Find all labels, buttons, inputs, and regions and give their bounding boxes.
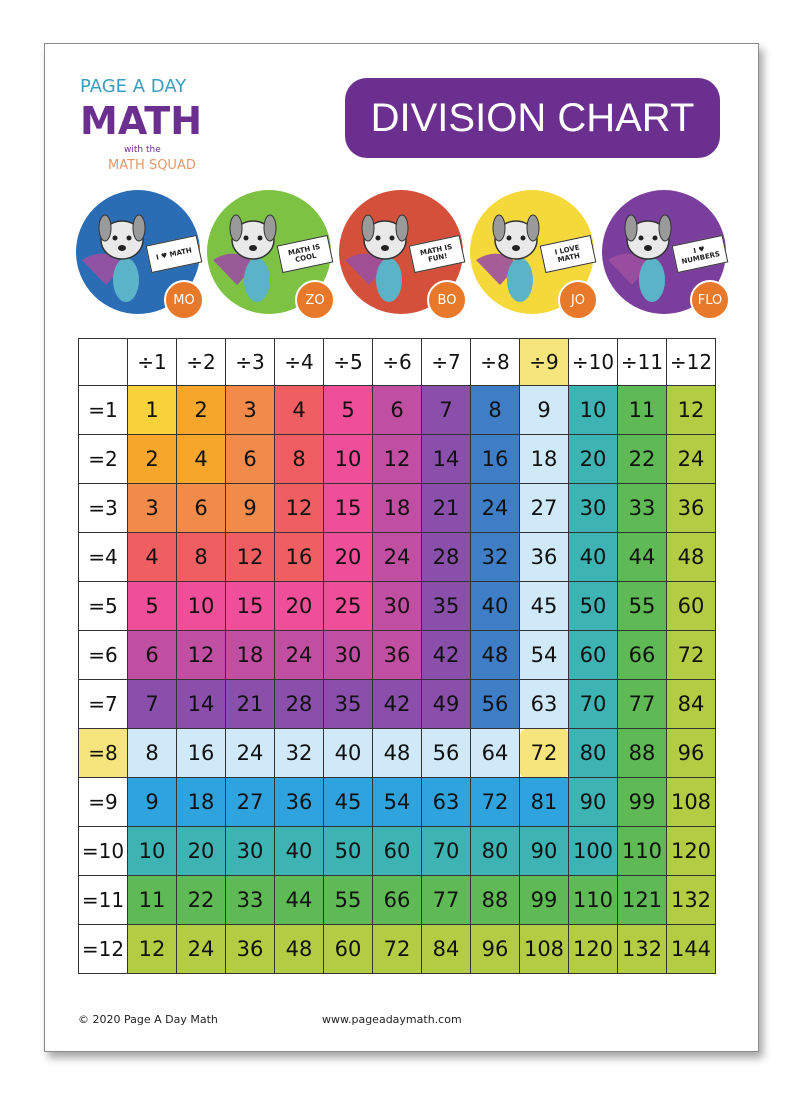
character-name-badge: [164, 280, 204, 320]
table-cell: 20: [324, 533, 373, 582]
character-sign-text: MATH IS COOL: [287, 242, 321, 265]
table-cell: 88: [471, 876, 520, 925]
table-row: [79, 876, 716, 925]
row-label: =12: [79, 925, 128, 974]
table-cell: 84: [667, 680, 716, 729]
character-name: FLO: [697, 292, 723, 308]
column-header: ÷6: [373, 339, 422, 386]
table-cell: 100: [569, 827, 618, 876]
table-cell: 20: [275, 582, 324, 631]
table-cell: 56: [471, 680, 520, 729]
table-cell: 40: [471, 582, 520, 631]
column-header: ÷1: [128, 339, 177, 386]
table-cell: 42: [422, 631, 471, 680]
column-header: ÷4: [275, 339, 324, 386]
table-cell: 120: [569, 925, 618, 974]
table-cell: 48: [275, 925, 324, 974]
table-cell: 5: [128, 582, 177, 631]
table-cell: 22: [618, 435, 667, 484]
table-cell: 77: [422, 876, 471, 925]
copyright-text: © 2020 Page A Day Math: [78, 1013, 218, 1026]
column-header: ÷7: [422, 339, 471, 386]
column-header: ÷10: [569, 339, 618, 386]
row-label: =10: [79, 827, 128, 876]
table-cell: 40: [324, 729, 373, 778]
row-label: =3: [79, 484, 128, 533]
table-cell: 8: [177, 533, 226, 582]
table-cell: 48: [471, 631, 520, 680]
table-cell: 96: [667, 729, 716, 778]
table-cell: 6: [226, 435, 275, 484]
table-cell: 18: [520, 435, 569, 484]
table-cell: 1: [128, 386, 177, 435]
table-cell: 20: [569, 435, 618, 484]
table-cell: 27: [520, 484, 569, 533]
table-cell: 8: [275, 435, 324, 484]
table-cell: 8: [471, 386, 520, 435]
table-cell: 108: [520, 925, 569, 974]
row-label: =6: [79, 631, 128, 680]
table-cell: 72: [520, 729, 569, 778]
character-sign-text: MATH IS FUN!: [419, 242, 453, 264]
table-cell: 25: [324, 582, 373, 631]
table-cell: 11: [618, 386, 667, 435]
table-cell: 18: [373, 484, 422, 533]
character-jo: [470, 190, 594, 314]
column-header: ÷8: [471, 339, 520, 386]
table-cell: 36: [373, 631, 422, 680]
table-cell: 72: [667, 631, 716, 680]
table-cell: 16: [177, 729, 226, 778]
table-cell: 18: [177, 778, 226, 827]
character-name: JO: [570, 292, 586, 308]
table-cell: 121: [618, 876, 667, 925]
table-cell: 48: [373, 729, 422, 778]
table-cell: 15: [226, 582, 275, 631]
logo-line-3: with the: [124, 145, 161, 155]
table-cell: 70: [569, 680, 618, 729]
table-cell: 63: [422, 778, 471, 827]
table-row: [79, 484, 716, 533]
table-cell: 44: [618, 533, 667, 582]
table-cell: 48: [667, 533, 716, 582]
table-cell: 12: [373, 435, 422, 484]
table-cell: 36: [667, 484, 716, 533]
logo-line-2: MATH: [80, 99, 202, 143]
table-row: [79, 925, 716, 974]
column-header: ÷3: [226, 339, 275, 386]
table-cell: 99: [520, 876, 569, 925]
table-cell: 6: [128, 631, 177, 680]
table-cell: 45: [324, 778, 373, 827]
division-table: [78, 338, 716, 974]
table-cell: 81: [520, 778, 569, 827]
row-label: =2: [79, 435, 128, 484]
table-cell: 54: [520, 631, 569, 680]
page-title: [345, 78, 720, 158]
table-cell: 12: [275, 484, 324, 533]
table-cell: 84: [422, 925, 471, 974]
column-header: ÷12: [667, 339, 716, 386]
table-cell: 132: [618, 925, 667, 974]
table-cell: 55: [618, 582, 667, 631]
table-cell: 30: [569, 484, 618, 533]
table-cell: 42: [373, 680, 422, 729]
table-cell: 35: [324, 680, 373, 729]
table-cell: 50: [324, 827, 373, 876]
table-cell: 60: [324, 925, 373, 974]
row-label: =8: [79, 729, 128, 778]
row-label: =7: [79, 680, 128, 729]
table-cell: 90: [520, 827, 569, 876]
table-cell: 60: [373, 827, 422, 876]
table-cell: 4: [128, 533, 177, 582]
table-cell: 66: [373, 876, 422, 925]
table-cell: 7: [128, 680, 177, 729]
table-cell: 6: [373, 386, 422, 435]
table-cell: 144: [667, 925, 716, 974]
table-cell: 14: [422, 435, 471, 484]
table-cell: 110: [569, 876, 618, 925]
table-cell: 20: [177, 827, 226, 876]
table-row: [79, 680, 716, 729]
table-cell: 4: [275, 386, 324, 435]
table-cell: 36: [520, 533, 569, 582]
table-cell: 77: [618, 680, 667, 729]
table-cell: 44: [275, 876, 324, 925]
page-title-text: DIVISION CHART: [370, 95, 695, 140]
table-row: [79, 582, 716, 631]
table-cell: 15: [324, 484, 373, 533]
table-cell: 2: [177, 386, 226, 435]
table-cell: 3: [226, 386, 275, 435]
table-row: [79, 435, 716, 484]
table-cell: 27: [226, 778, 275, 827]
table-cell: 24: [471, 484, 520, 533]
table-cell: 24: [667, 435, 716, 484]
table-cell: 99: [618, 778, 667, 827]
character-name-badge: [558, 280, 598, 320]
row-label: =11: [79, 876, 128, 925]
character-name: MO: [173, 292, 195, 308]
character-bo: [339, 190, 463, 314]
table-cell: 72: [471, 778, 520, 827]
table-row: [79, 729, 716, 778]
corner-cell: [79, 339, 128, 386]
header-row: [79, 339, 716, 386]
table-cell: 18: [226, 631, 275, 680]
table-cell: 36: [226, 925, 275, 974]
table-cell: 14: [177, 680, 226, 729]
table-cell: 40: [569, 533, 618, 582]
table-cell: 8: [128, 729, 177, 778]
row-label: =1: [79, 386, 128, 435]
table-cell: 10: [324, 435, 373, 484]
table-cell: 9: [128, 778, 177, 827]
table-row: [79, 827, 716, 876]
character-sign-text: I ♥ NUMBERS: [680, 244, 721, 266]
table-cell: 30: [373, 582, 422, 631]
table-cell: 80: [569, 729, 618, 778]
table-cell: 80: [471, 827, 520, 876]
table-cell: 24: [373, 533, 422, 582]
table-cell: 60: [667, 582, 716, 631]
table-cell: 9: [226, 484, 275, 533]
table-cell: 63: [520, 680, 569, 729]
table-cell: 66: [618, 631, 667, 680]
row-label: =9: [79, 778, 128, 827]
table-cell: 28: [275, 680, 324, 729]
table-cell: 24: [226, 729, 275, 778]
table-cell: 12: [177, 631, 226, 680]
table-cell: 90: [569, 778, 618, 827]
character-name-badge: [690, 280, 730, 320]
logo-line-4: MATH SQUAD: [108, 158, 196, 173]
table-row: [79, 778, 716, 827]
table-cell: 64: [471, 729, 520, 778]
character-name-badge: [295, 280, 335, 320]
table-cell: 88: [618, 729, 667, 778]
character-name: BO: [437, 292, 457, 308]
table-cell: 110: [618, 827, 667, 876]
table-cell: 55: [324, 876, 373, 925]
table-cell: 56: [422, 729, 471, 778]
table-cell: 32: [275, 729, 324, 778]
character-sign-text: I ♥ MATH: [155, 246, 193, 262]
table-cell: 24: [275, 631, 324, 680]
column-header: ÷2: [177, 339, 226, 386]
table-cell: 30: [226, 827, 275, 876]
table-cell: 54: [373, 778, 422, 827]
character-flo: [602, 190, 726, 314]
table-cell: 70: [422, 827, 471, 876]
table-cell: 12: [226, 533, 275, 582]
table-cell: 40: [275, 827, 324, 876]
table-cell: 36: [275, 778, 324, 827]
table-cell: 72: [373, 925, 422, 974]
table-cell: 16: [471, 435, 520, 484]
table-cell: 5: [324, 386, 373, 435]
logo-line-1: PAGE A DAY: [80, 76, 187, 97]
table-cell: 120: [667, 827, 716, 876]
table-cell: 9: [520, 386, 569, 435]
website-url: www.pageadaymath.com: [322, 1013, 462, 1026]
table-cell: 10: [128, 827, 177, 876]
table-cell: 6: [177, 484, 226, 533]
character-name-badge: [427, 280, 467, 320]
row-label: =4: [79, 533, 128, 582]
table-cell: 45: [520, 582, 569, 631]
table-cell: 16: [275, 533, 324, 582]
table-cell: 12: [128, 925, 177, 974]
table-cell: 96: [471, 925, 520, 974]
table-cell: 28: [422, 533, 471, 582]
table-cell: 35: [422, 582, 471, 631]
table-cell: 50: [569, 582, 618, 631]
table-cell: 2: [128, 435, 177, 484]
table-cell: 11: [128, 876, 177, 925]
table-cell: 33: [618, 484, 667, 533]
table-cell: 24: [177, 925, 226, 974]
table-cell: 32: [471, 533, 520, 582]
table-cell: 108: [667, 778, 716, 827]
table-row: [79, 386, 716, 435]
page-a-day-math-logo: [80, 76, 230, 174]
table-cell: 60: [569, 631, 618, 680]
character-zo: [207, 190, 331, 314]
column-header: ÷11: [618, 339, 667, 386]
table-cell: 49: [422, 680, 471, 729]
table-cell: 132: [667, 876, 716, 925]
character-mo: [76, 190, 200, 314]
table-cell: 7: [422, 386, 471, 435]
character-sign-text: I LOVE MATH: [554, 243, 581, 265]
table-cell: 10: [177, 582, 226, 631]
row-label: =5: [79, 582, 128, 631]
table-cell: 3: [128, 484, 177, 533]
character-name: ZO: [305, 292, 325, 308]
table-cell: 21: [226, 680, 275, 729]
table-row: [79, 533, 716, 582]
table-cell: 10: [569, 386, 618, 435]
table-cell: 21: [422, 484, 471, 533]
column-header: ÷5: [324, 339, 373, 386]
table-row: [79, 631, 716, 680]
table-cell: 30: [324, 631, 373, 680]
table-cell: 33: [226, 876, 275, 925]
table-cell: 4: [177, 435, 226, 484]
table-cell: 22: [177, 876, 226, 925]
column-header: ÷9: [520, 339, 569, 386]
table-cell: 12: [667, 386, 716, 435]
